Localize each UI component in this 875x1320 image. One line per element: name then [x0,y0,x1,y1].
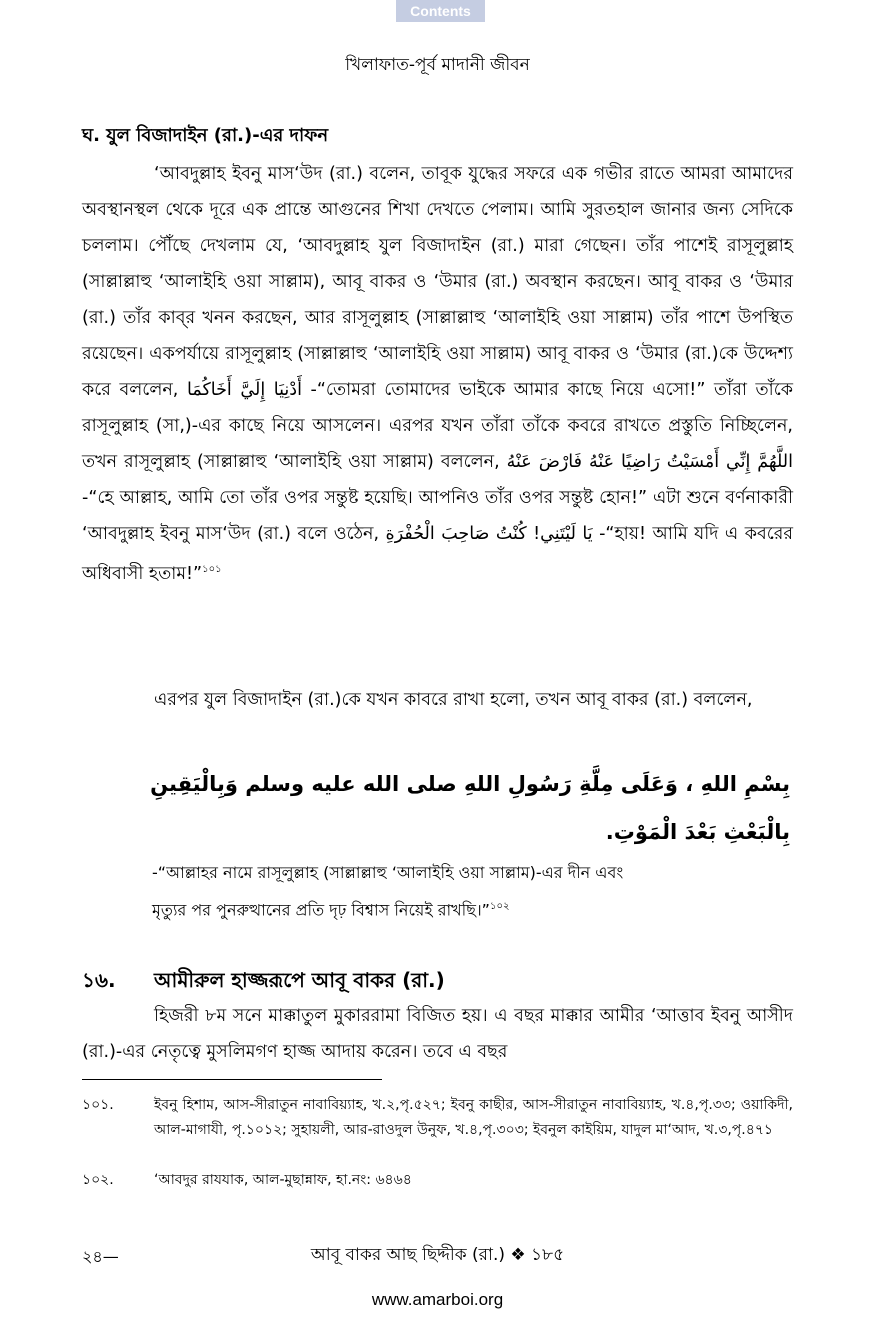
paragraph-abubakr-said: এরপর যুল বিজাদাইন (রা.)কে যখন কাবরে রাখা হলো, তখন আবূ বাকর (রা.) বললেন, [154,690,753,710]
footnote-102 [82,1168,793,1193]
paragraph-burial-text-3: -“হে আল্লাহ, আমি তো তাঁর ওপর সন্তুষ্ট হয়েছি। আপনিও তাঁর ওপর সন্তুষ্ট হোন!” এটা শুনে বর্ণনাকারী ‘আবদুল্লাহ ইবনু মাস‘উদ (রা.) বলে ওঠেন, [82,488,793,544]
footnote-number: ১০১. [82,1097,114,1113]
paragraph-burial-text-4: -“হায়! আমি যদি এ কবরের অধিবাসী হতাম!” [82,524,793,584]
section-number: ১৬. [82,968,116,992]
footer-signature-mark: ২৪— [82,1247,119,1266]
running-head: খিলাফাত-পূর্ব মাদানী জীবন [345,55,530,75]
footnote-number: ১০২. [82,1172,114,1188]
section-title: ঘ. যুল বিজাদাইন (রা.)-এর দাফন [82,125,329,146]
footnote-divider [82,1079,382,1080]
footnote-101 [82,1093,793,1143]
section-heading-16 [82,966,445,999]
paragraph-burial-text-1: ‘আবদুল্লাহ ইবনু মাস‘উদ (রা.) বলেন, তাবূক যুদ্ধের সফরে এক গভীর রাতে আমরা আমাদের অবস্থানস্থল থেকে দূরে এক প্রান্তে আগুনের শিখা দেখতে পেলাম। আমি সুরতহাল জানার জন্য সেদিকে চললাম। পৌঁছে দেখলাম যে, ‘আবদুল্লাহ যুল বিজাদাইন (রা.) মারা গেছেন। তাঁর পাশেই রাসূলুল্লাহ (সাল্লাল্লাহু ‘আলাইহি ওয়া সাল্লাম), আবূ বাকর ও ‘উমার (রা.) অবস্থান করছেন। আবূ বাকর ও ‘উমার (রা.) তাঁর কাব্‌র খনন করছেন, আর রাসূলুল্লাহ (সাল্লাল্লাহু ‘আলাইহি ওয়া সাল্লাম) তাঁর পাশে উপস্থিত রয়েছেন। একপর্যায়ে রাসূলুল্লাহ (সাল্লাল্লাহু ‘আলাইহি ওয়া সাল্লাম) আবূ বাকর ও ‘উমার (রা.)কে উদ্দেশ্য করে বললেন, [82,164,793,400]
footnote-text: ইবনু হিশাম, আস-সীরাতুন নাবাবিয়্যাহ, খ.২,পৃ.৫২৭; ইবনু কাছীর, আস-সীরাতুন নাবাবিয়্যাহ, খ.৪,পৃ.৩৩; ওয়াকিদী, আল-মাগাযী, পৃ.১০১২; সুহায়লী, আর-রাওদুল উনুফ, খ.৪,পৃ.৩০৩; ইবনুল কাইয়িম, যাদুল মা‘আদ, খ.৩,পৃ.৪৭১ [154,1097,793,1138]
footnote-ref-102[interactable]: ১০২ [489,901,510,912]
contents-button[interactable]: Contents [396,0,485,22]
site-url[interactable]: www.amarboi.org [371,1290,504,1309]
section-heading-title: আমীরুল হাজ্জরূপে আবূ বাকর (রা.) [154,968,445,992]
dua-translation-line-1: -“আল্লাহর নামে রাসূলুল্লাহ (সাল্লাল্লাহু ‘আলাইহি ওয়া সাল্লাম)-এর দীন এবং [152,863,624,882]
dua-translation [152,856,752,927]
dua-translation-line-2: মৃত্যুর পর পুনরুত্থানের প্রতি দৃঢ় বিশ্বাস নিয়েই রাখছি।” [152,900,490,920]
footnote-text: ‘আবদুর রাযযাক, আল-মুছান্নাফ, হা.নং: ৬৪৬৪ [154,1172,412,1188]
arabic-quote-3: يَا لَيْتَنِي! كُنْتُ صَاحِبَ الْحُفْرَةِ [385,524,593,544]
arabic-quote-1: أَدْنِيَا إِلَيَّ أَخَاكُمَا [187,380,302,400]
footnote-ref-101[interactable]: ১০১ [202,564,222,575]
arabic-dua-block: بِسْمِ اللهِ ، وَعَلَى مِلَّةِ رَسُولِ اللهِ صلى الله عليه وسلم وَبِالْيَقِينِ بِالْبَعْثِ بَعْدَ الْمَوْتِ. [150,772,790,844]
footer-book-title: আবূ বাকর আছ ছিদ্দীক (রা.) ❖ ১৮৫ [310,1245,565,1265]
paragraph-burial [82,156,793,592]
arabic-quote-2: اللَّهُمَّ إِنِّي أَمْسَيْتُ رَاضِيًا عَنْهُ فَارْضَ عَنْهُ [506,452,793,472]
paragraph-burial-text-2: -“তোমরা তোমাদের ভাইকে আমার কাছে নিয়ে এসো!” তাঁরা তাঁকে রাসূলুল্লাহ (সা,)-এর কাছে নিয়ে আসলেন। এরপর যখন তাঁরা তাঁকে কবরে রাখতে প্রস্তুতি নিচ্ছিলেন, তখন রাসূলুল্লাহ (সাল্লাল্লাহু ‘আলাইহি ওয়া সাল্লাম) বললেন, [82,380,793,472]
paragraph-hajj: হিজরী ৮ম সনে মাক্কাতুল মুকাররামা বিজিত হয়। এ বছর মাক্কার আমীর ‘আত্তাব ইবনু আসীদ (রা.)-এর নেতৃত্বে মুসলিমগণ হাজ্জ আদায় করেন। তবে এ বছর [82,1006,793,1062]
